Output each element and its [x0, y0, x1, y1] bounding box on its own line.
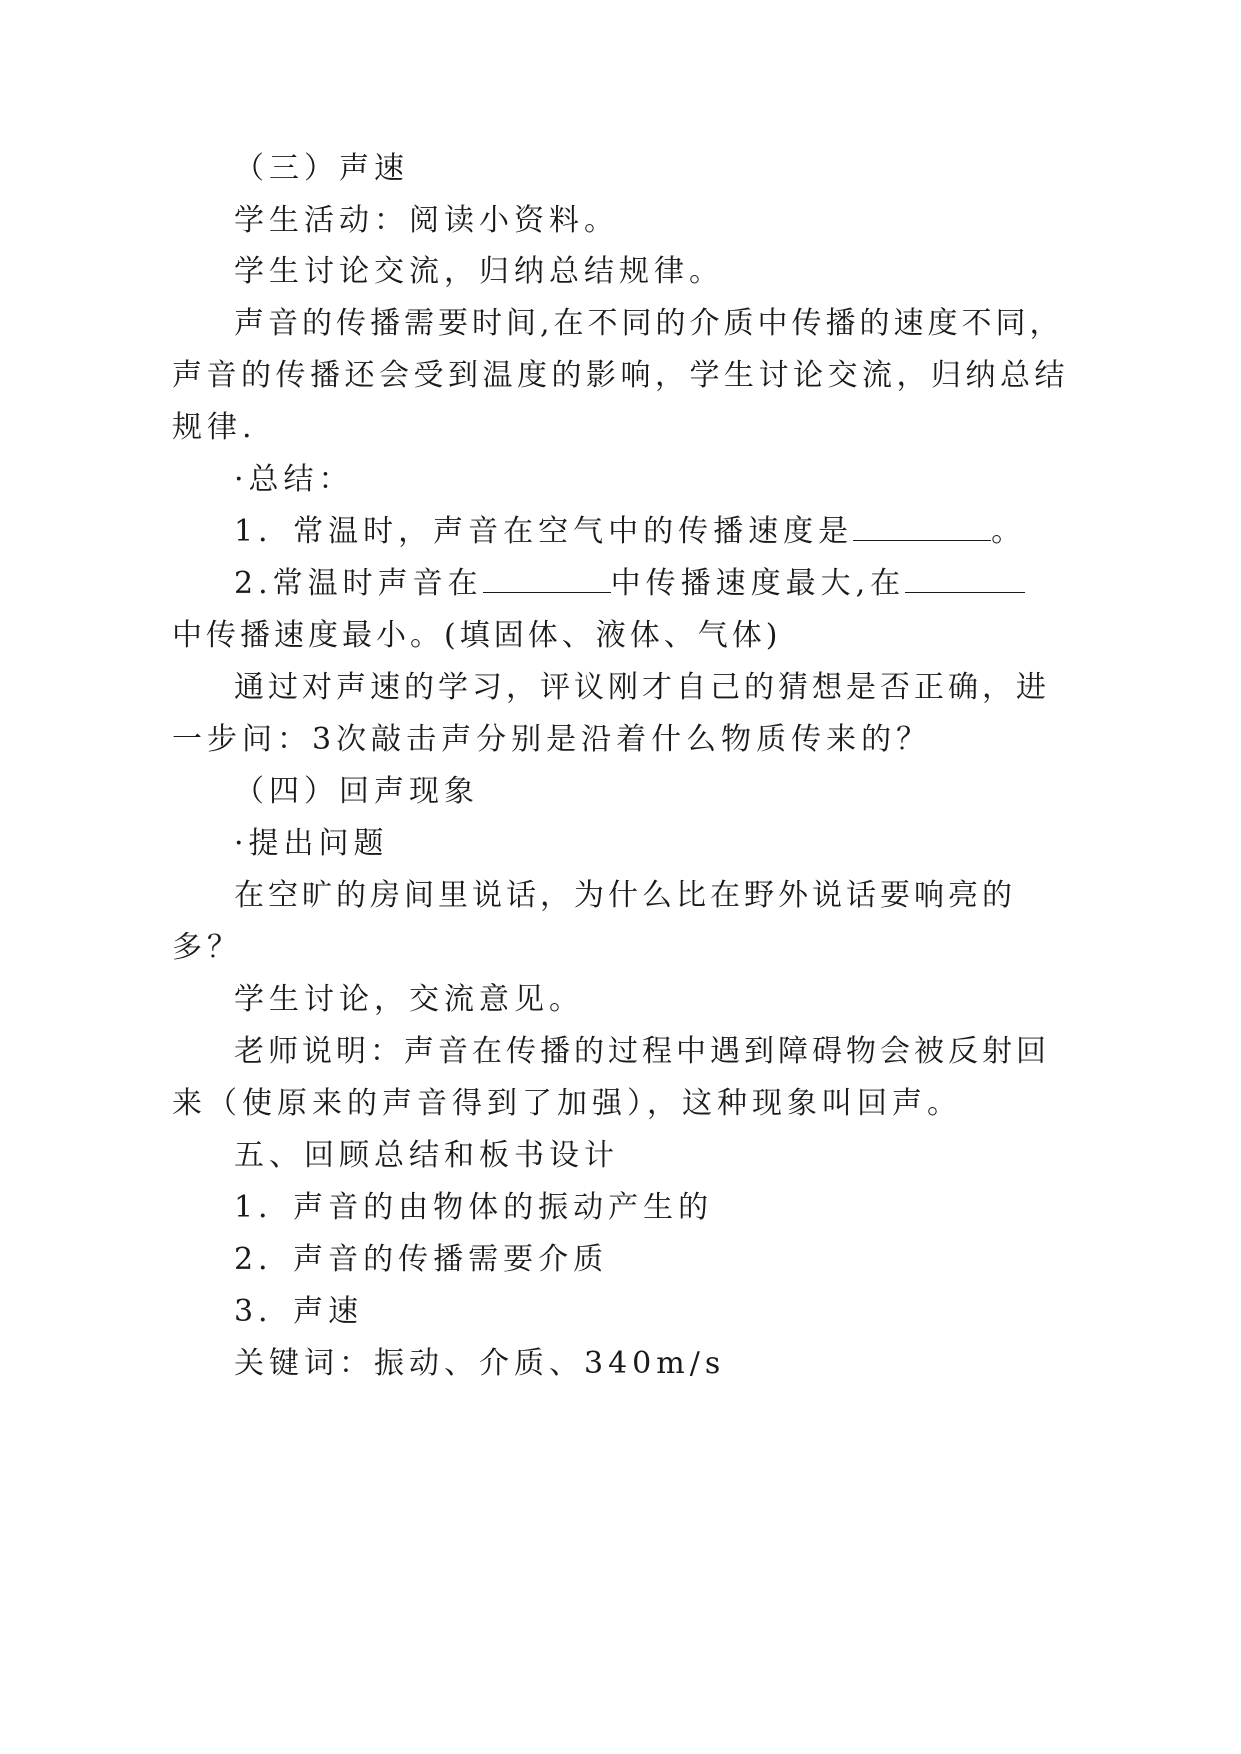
question-2	[234, 564, 1025, 604]
answer-blank	[905, 564, 1025, 593]
paragraph-line: 声音的传播需要时间,在不同的介质中传播的速度不同，	[234, 306, 1064, 341]
section-5-heading: 五、回顾总结和板书设计	[234, 1138, 619, 1173]
paragraph-line: 声音的传播还会受到温度的影响，学生讨论交流，归纳总结	[172, 358, 1069, 393]
section-3-heading: （三）声速	[234, 151, 409, 186]
paragraph-line: 规律.	[172, 410, 257, 445]
section-4-heading: （四）回声现象	[234, 774, 479, 809]
question-2-part-a: 2.常温时声音在	[234, 566, 483, 601]
student-discussion-text: 学生讨论交流，归纳总结规律。	[234, 254, 724, 289]
question-line: 多？	[172, 930, 242, 965]
answer-blank	[483, 564, 611, 593]
keywords-line: 关键词：振动、介质、340m/s	[234, 1346, 726, 1381]
question-1-end: 。	[991, 514, 1027, 549]
student-activity-text: 学生活动：阅读小资料。	[234, 203, 619, 238]
summary-item: 1．声音的由物体的振动产生的	[234, 1190, 714, 1225]
question-2-part-b: 中传播速度最大,在	[610, 566, 906, 601]
teacher-explanation-line: 来（使原来的声音得到了加强），这种现象叫回声。	[172, 1086, 962, 1121]
question-2-line-2: 中传播速度最小。(填固体、液体、气体)	[172, 618, 782, 653]
summary-item: 3．声速	[234, 1294, 364, 1329]
summary-label: ·总结：	[234, 462, 354, 497]
evaluation-line: 通过对声速的学习，评议刚才自己的猜想是否正确，进	[234, 670, 1050, 705]
teacher-explanation-line: 老师说明：声音在传播的过程中遇到障碍物会被反射回	[234, 1034, 1050, 1069]
student-discussion-text: 学生讨论，交流意见。	[234, 982, 584, 1017]
answer-blank	[853, 512, 991, 541]
question-1	[234, 512, 1026, 552]
evaluation-line: 一步问：3次敲击声分别是沿着什么物质传来的？	[172, 722, 932, 757]
question-1-text: 1．常温时，声音在空气中的传播速度是	[234, 514, 854, 549]
question-line: 在空旷的房间里说话，为什么比在野外说话要响亮的	[234, 878, 1016, 913]
question-label: ·提出问题	[234, 826, 389, 861]
summary-item: 2．声音的传播需要介质	[234, 1242, 609, 1277]
